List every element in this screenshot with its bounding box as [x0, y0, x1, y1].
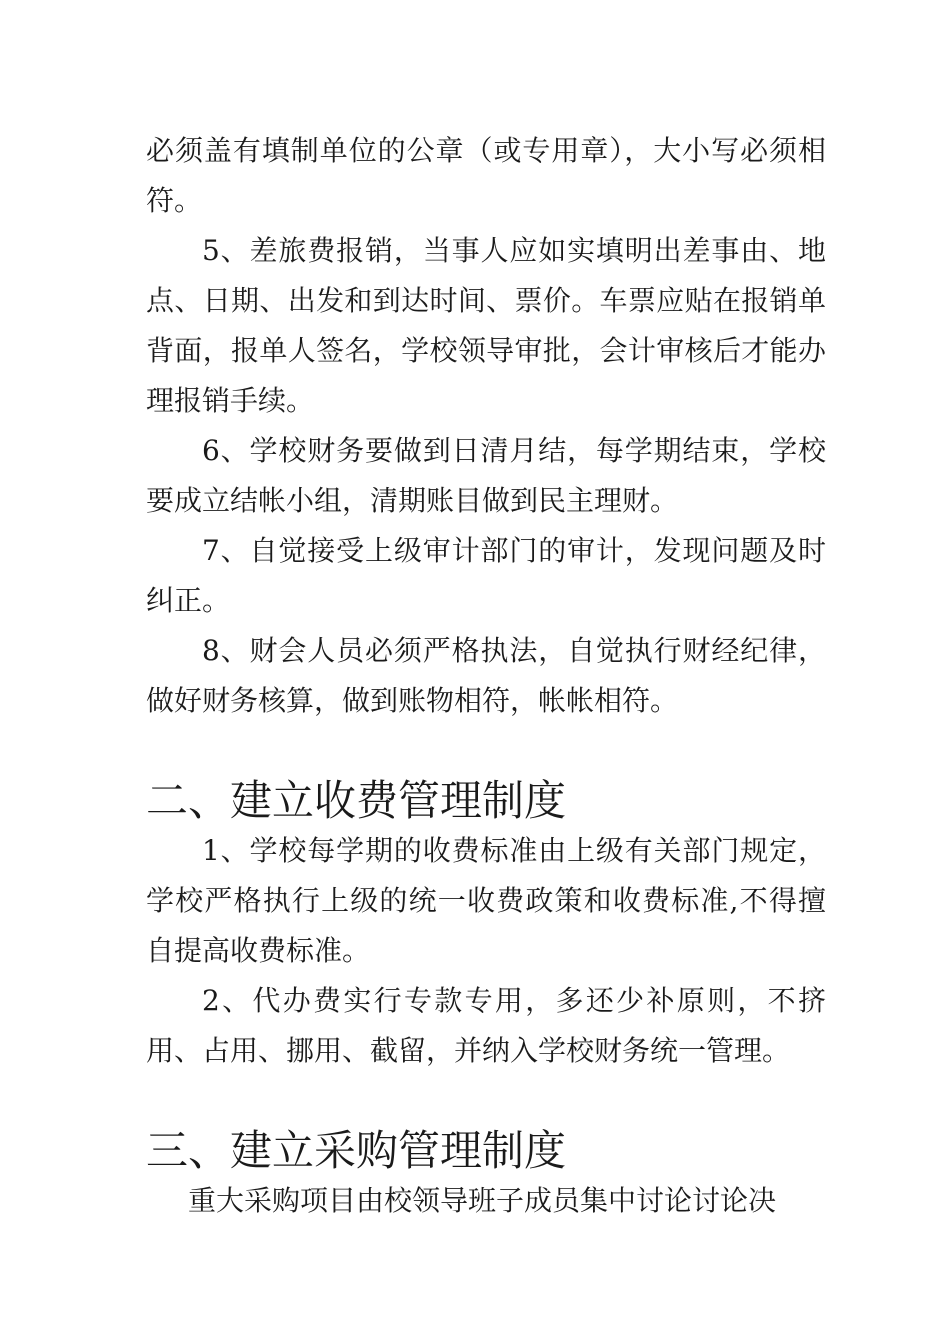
paragraph-travel-reimbursement: 5、差旅费报销，当事人应如实填明出差事由、地点、日期、出发和到达时间、票价。车票应贴在报销单背面，报单人签名，学校领导审批，会计审核后才能办理报销手续。: [146, 234, 826, 417]
paragraph-seal-requirement: 必须盖有填制单位的公章（或专用章），大小写必须相符。: [146, 134, 826, 217]
section-heading-procurement: 三、建立采购管理制度: [146, 1126, 567, 1175]
paragraph-audit: 7、自觉接受上级审计部门的审计，发现问题及时纠正。: [146, 534, 826, 617]
document-body: [146, 126, 826, 1226]
section-spacer: [146, 726, 826, 776]
section-spacer: [146, 1076, 826, 1126]
paragraph-accounting-discipline: 8、财会人员必须严格执法，自觉执行财经纪律，做好财务核算，做到账物相符，帐帐相符。: [146, 634, 826, 717]
section-heading-fees: 二、建立收费管理制度: [146, 776, 567, 825]
paragraph-fee-standards: 1、学校每学期的收费标准由上级有关部门规定，学校严格执行上级的统一收费政策和收费标准,不得擅自提高收费标准。: [146, 834, 826, 967]
paragraph-major-procurement: 重大采购项目由校领导班子成员集中讨论讨论决: [188, 1184, 777, 1217]
paragraph-special-funds: 2、代办费实行专款专用，多还少补原则，不挤用、占用、挪用、截留，并纳入学校财务统一管理。: [146, 984, 826, 1067]
paragraph-daily-settlement: 6、学校财务要做到日清月结，每学期结束，学校要成立结帐小组，清期账目做到民主理财。: [146, 434, 826, 517]
